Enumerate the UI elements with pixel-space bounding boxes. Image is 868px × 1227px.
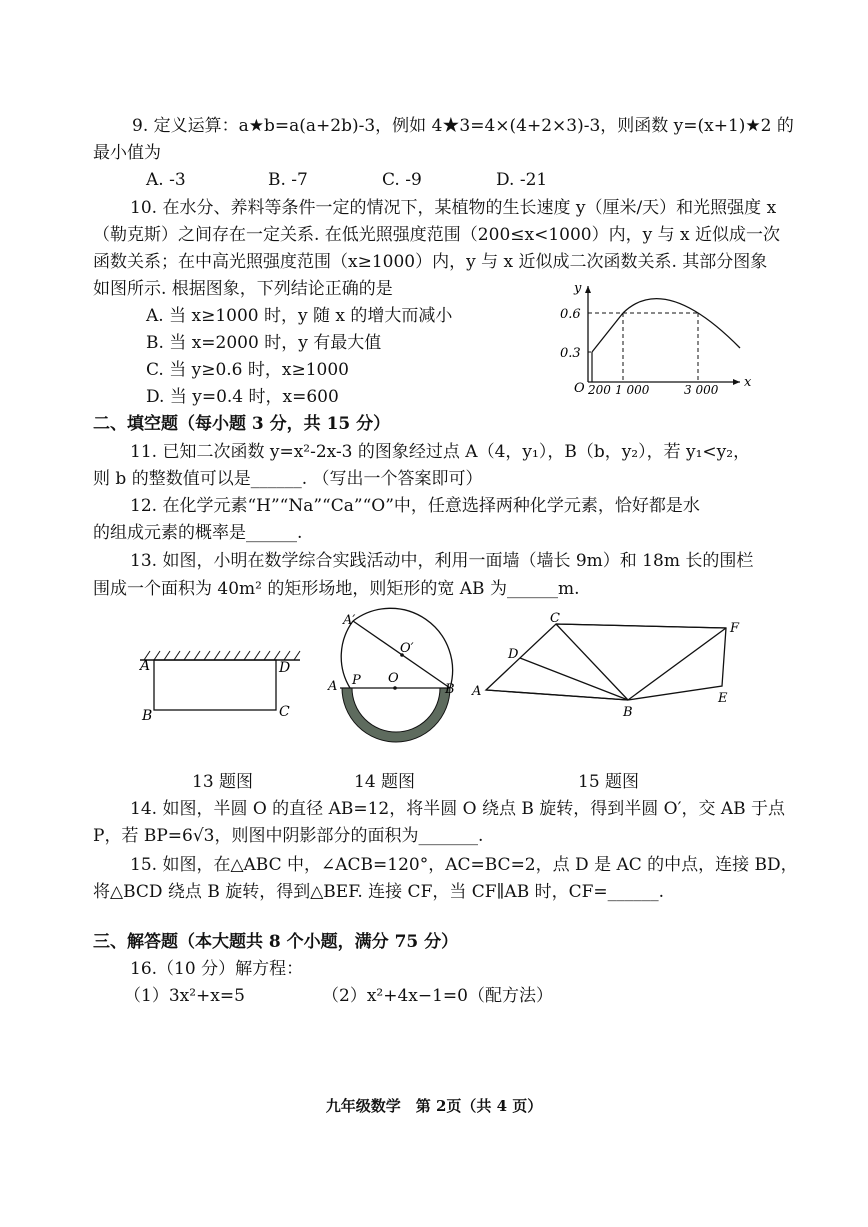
fig15-caption: 15 题图 [578, 772, 640, 792]
fig15-label-a: A [472, 684, 482, 699]
fig13-label-d: D [279, 660, 291, 676]
graph-origin: O [574, 381, 585, 396]
q16-line1: 16.（10 分）解方程： [130, 959, 304, 979]
fig14-label-o: O [388, 671, 399, 686]
q16-part1: （1）3x²+x=5 [124, 986, 245, 1006]
section3-title: 三、解答题（本大题共 8 个小题，满分 75 分） [93, 932, 459, 952]
q10-line4: 如图所示. 根据图象，下列结论正确的是 [93, 279, 393, 299]
q9-line1: 9. 定义运算：a★b=a(a+2b)-3，例如 4★3=4×(4+2×3)-3，则函数 y=(x+1)★2 的 [132, 116, 794, 136]
q14-line1: 14. 如图，半圆 O 的直径 AB=12，将半圆 O 绕点 B 旋转，得到半圆 O′，交 AB 于点 [130, 799, 786, 819]
q15-line1: 15. 如图，在△ABC 中，∠ACB=120°，AC=BC=2，点 D 是 AC 的中点，连接 BD， [130, 855, 798, 875]
q10-option-a: A. 当 x≥1000 时，y 随 x 的增大而减小 [146, 306, 453, 326]
graph-xtick-200: 200 [588, 383, 611, 397]
q10-option-c: C. 当 y≥0.6 时，x≥1000 [146, 360, 349, 380]
fig15-label-f: F [730, 621, 740, 636]
q10-option-b: B. 当 x=2000 时，y 有最大值 [146, 333, 382, 353]
graph-y-label: y [574, 281, 582, 296]
fig14-label-a: A [328, 679, 338, 694]
graph-ytick-06: 0.6 [560, 307, 581, 322]
q12-line2: 的组成元素的概率是______. [93, 523, 303, 543]
q9-option-b: B. -7 [268, 170, 308, 190]
q9-option-a: A. -3 [146, 170, 186, 190]
fig14-caption: 14 题图 [354, 772, 416, 792]
fig13-label-b: B [142, 708, 153, 724]
fig15-label-d: D [508, 647, 519, 662]
fig14-label-p: P [352, 673, 361, 688]
q9-option-c: C. -9 [382, 170, 422, 190]
q10-line1: 10. 在水分、养料等条件一定的情况下，某植物的生长速度 y（厘米/天）和光照强度 x [130, 198, 777, 218]
section2-title: 二、填空题（每小题 3 分，共 15 分） [93, 414, 391, 434]
graph-ytick-03: 0.3 [560, 346, 581, 361]
q15-line2: 将△BCD 绕点 B 旋转，得到△BEF. 连接 CF，当 CF∥AB 时，CF=______. [93, 882, 665, 902]
q11-line1: 11. 已知二次函数 y=x²-2x-3 的图象经过点 A（4，y₁），B（b，y₂），若 y₁<y₂， [130, 442, 751, 462]
fig13-caption: 13 题图 [192, 772, 254, 792]
page-footer: 九年级数学 第 2页（共 4 页） [325, 1097, 543, 1115]
graph-x-label: x [744, 375, 752, 390]
graph-xtick-3000: 3 000 [684, 383, 719, 397]
q10-option-d: D. 当 y=0.4 时，x=600 [146, 387, 339, 407]
fig14-label-a-prime: A′ [343, 613, 356, 628]
q14-line2: P，若 BP=6√3，则图中阴影部分的面积为_______. [93, 826, 484, 846]
fig13-label-c: C [279, 704, 290, 720]
fig14-label-o-prime: O′ [400, 641, 414, 656]
q13-line1: 13. 如图，小明在数学综合实践活动中，利用一面墙（墙长 9m）和 18m 长的围栏 [130, 551, 754, 571]
fig15-label-e: E [718, 691, 728, 706]
fig13-label-a: A [140, 658, 151, 674]
fig13-rectangle-diagram [130, 640, 310, 730]
q13-line2: 围成一个面积为 40m² 的矩形场地，则矩形的宽 AB 为______m. [93, 579, 580, 599]
graph-xtick-1000: 1 000 [615, 383, 650, 397]
fig15-triangle-diagram [468, 610, 758, 720]
q16-part2: （2）x²+4x−1=0（配方法） [322, 986, 553, 1006]
q10-graph [560, 281, 760, 397]
q10-line3: 函数关系；在中高光照强度范围（x≥1000）内，y 与 x 近似成二次函数关系. 其部分图象 [93, 252, 768, 272]
fig14-label-b: B [445, 682, 455, 697]
q11-line2: 则 b 的整数值可以是______. （写出一个答案即可） [93, 469, 483, 489]
fig14-semicircle-diagram [320, 610, 470, 770]
q12-line1: 12. 在化学元素“H”“Na”“Ca”“O”中，任意选择两种化学元素，恰好都是水 [130, 496, 700, 516]
fig15-label-b: B [623, 705, 633, 720]
q9-line2: 最小值为 [93, 143, 161, 163]
fig15-label-c: C [550, 611, 560, 626]
q9-option-d: D. -21 [496, 170, 548, 190]
q10-line2: （勒克斯）之间存在一定关系. 在低光照强度范围（200≤x<1000）内，y 与 x 近似成一次 [93, 225, 780, 245]
